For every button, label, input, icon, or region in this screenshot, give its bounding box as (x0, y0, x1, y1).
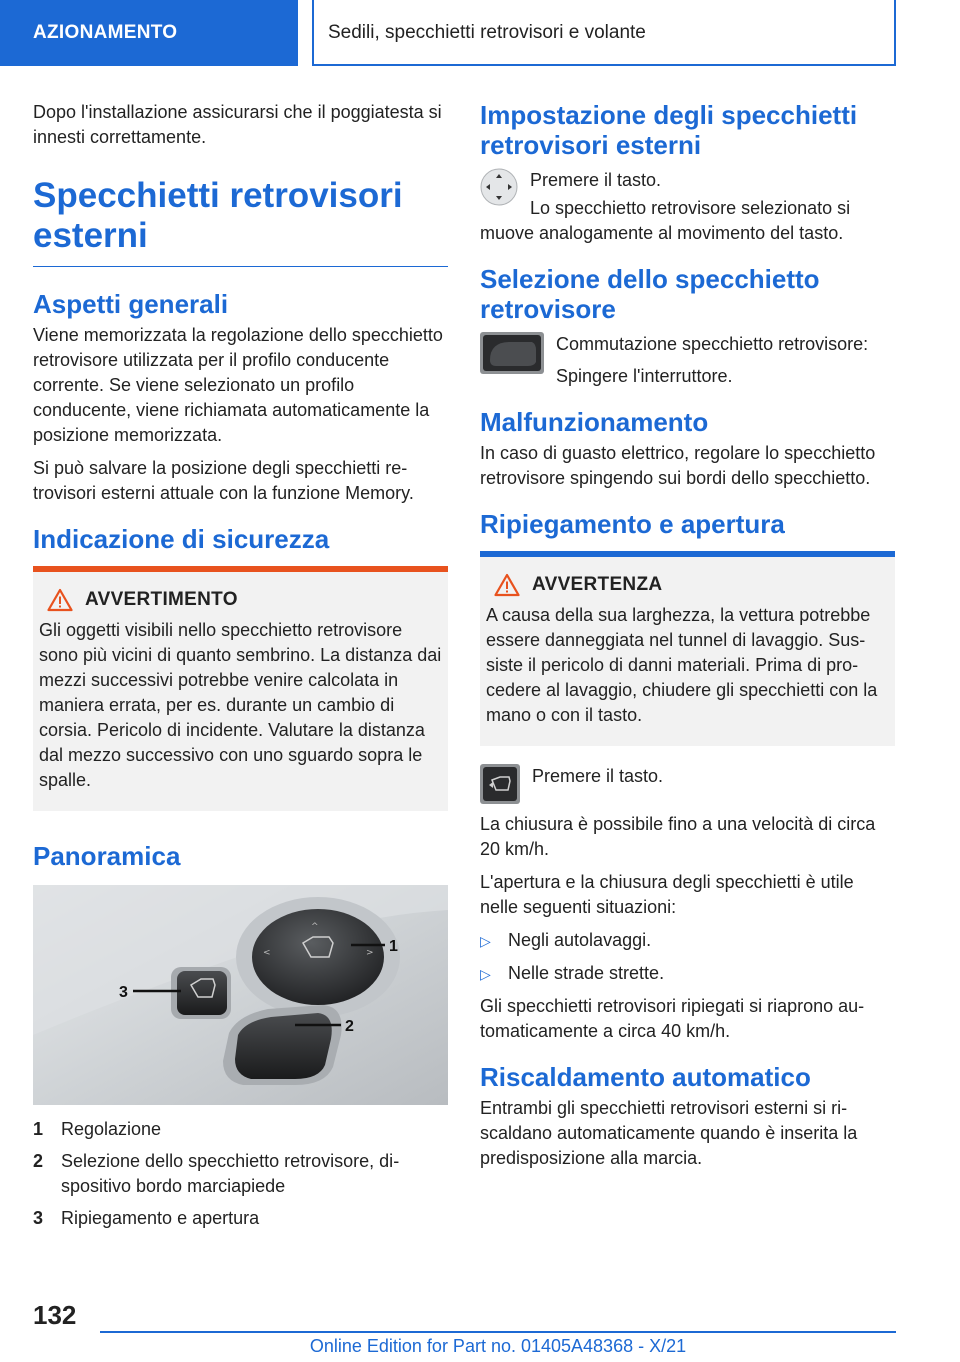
notice-box (480, 551, 895, 746)
malfunction-heading: Malfunzionamento (480, 407, 709, 437)
svg-text:^: ^ (311, 922, 319, 932)
list-item-text: Negli autolavaggi. (508, 930, 652, 950)
select-line-2: Spingere l'interruttore. (556, 366, 733, 386)
select-line-1: Commutazione specchietto retrovisore: (556, 334, 869, 354)
legend-item (33, 1206, 448, 1231)
intro-paragraph: Dopo l'installazione assicurarsi che il poggiatesta si innesti correttamente. (33, 102, 442, 147)
heating-text: Entrambi gli specchietti retrovisori esterni si riscaldano automaticamente quando è inserita la predisposizione alla marcia. (480, 1098, 858, 1168)
section-tab: AZIONAMENTO (0, 0, 298, 66)
adjust-heading: Impostazione degli specchietti retrovisori esterni (480, 100, 858, 160)
photo-label-3: 3 (119, 984, 128, 1001)
fold-paragraph-2: L'apertura e la chiusura degli specchietti è utile nelle seguenti situazioni: (480, 872, 854, 917)
general-paragraph-1: Viene memorizzata la regolazione dello specchietto retrovisore utilizzata per il profilo conducente corrente. Se viene selezionato un profilo conducente, viene richiamata automaticamente la posizione memorizzata. (33, 325, 443, 445)
photo-label-1: 1 (389, 938, 398, 955)
section-title: Specchietti retrovisori esterni (33, 176, 448, 267)
warning-triangle-icon (47, 588, 73, 612)
legend-text: Ripiegamento e apertura (61, 1208, 260, 1228)
general-heading: Aspetti generali (33, 289, 229, 319)
legend-number: 3 (33, 1208, 44, 1228)
legend-text: Selezione dello specchietto retrovisore, dispositivo bordo marciapiede (61, 1151, 400, 1196)
mirror-fold-button-icon (480, 764, 520, 804)
mirror-select-switch-icon (480, 332, 544, 374)
chapter-title: Sedili, specchietti retrovisori e volante (312, 0, 896, 66)
fold-paragraph-3: Gli specchietti retrovisori ripiegati si riaprono automaticamente a circa 40 km/h. (480, 996, 865, 1041)
warning-header (39, 572, 442, 612)
notice-header (486, 557, 889, 597)
right-column (480, 100, 895, 1179)
notice-text: A causa della sua larghezza, la vettura potrebbe essere danneggiata nel tunnel di lavaggio. Sussiste il pericolo di danni materiali. Prima di procedere al lavaggio, chiudere gli specchietti con la mano o con il tasto. (486, 605, 878, 725)
overview-heading: Panoramica (33, 841, 181, 871)
legend-text: Regolazione (61, 1119, 162, 1139)
legend-number: 2 (33, 1151, 44, 1171)
mirror-controls-photo (33, 885, 448, 1105)
fold-heading: Ripiegamento e apertura (480, 509, 785, 539)
warning-triangle-icon (494, 573, 520, 597)
svg-text:<: < (263, 948, 271, 958)
general-paragraph-2: Si può salvare la posizione degli specchietti retrovisori esterni attuale con la funzione Memory. (33, 458, 414, 503)
adjust-step-text: Premere il tasto. (530, 170, 662, 190)
bullet-triangle-icon: ▷ (480, 966, 491, 982)
warning-title: AVVERTIMENTO (85, 589, 238, 610)
footer-divider (100, 1331, 896, 1333)
legend-item (33, 1149, 448, 1199)
list-item-text: Nelle strade strette. (508, 963, 665, 983)
warning-box (33, 566, 448, 811)
page-header (0, 0, 960, 66)
notice-title: AVVERTENZA (532, 574, 663, 595)
malfunction-text: In caso di guasto elettrico, regolare lo specchietto retrovisore spingendo sui bordi dello specchietto. (480, 443, 876, 488)
footer-edition: Online Edition for Part no. 01405A48368 - X/21 (309, 1336, 687, 1356)
heating-heading: Riscaldamento automatico (480, 1062, 811, 1092)
select-row (480, 332, 895, 389)
page-number: 132 (33, 1300, 77, 1330)
svg-text:>: > (366, 948, 374, 958)
left-column (33, 100, 448, 1238)
fold-paragraph-1: La chiusura è possibile fino a una velocità di circa 20 km/h. (480, 814, 876, 859)
list-item (480, 961, 895, 987)
legend-item (33, 1117, 448, 1142)
fold-step-text: Premere il tasto. (532, 766, 664, 786)
photo-label-2: 2 (345, 1018, 354, 1035)
legend-number: 1 (33, 1119, 44, 1139)
select-heading: Selezione dello specchietto retrovisore (480, 264, 820, 324)
adjust-text: Lo specchietto retrovisore selezionato si muove analogamente al movimento del tasto. (480, 198, 851, 243)
warning-text: Gli oggetti visibili nello specchietto retrovisore sono più vicini di quanto sembrino. La distanza dai mezzi successivi potrebbe venire calcolata in maniera errata, per es. durante un cambio di corsia. Pericolo di incidente. Valutare la distanza dal mezzo successivo con uno sguardo sopra le spalle. (39, 620, 442, 790)
safety-heading: Indicazione di sicurezza (33, 524, 330, 554)
bullet-triangle-icon: ▷ (480, 933, 491, 949)
list-item (480, 928, 895, 954)
mirror-adjust-button-icon (480, 168, 518, 206)
fold-step-row (480, 764, 895, 804)
